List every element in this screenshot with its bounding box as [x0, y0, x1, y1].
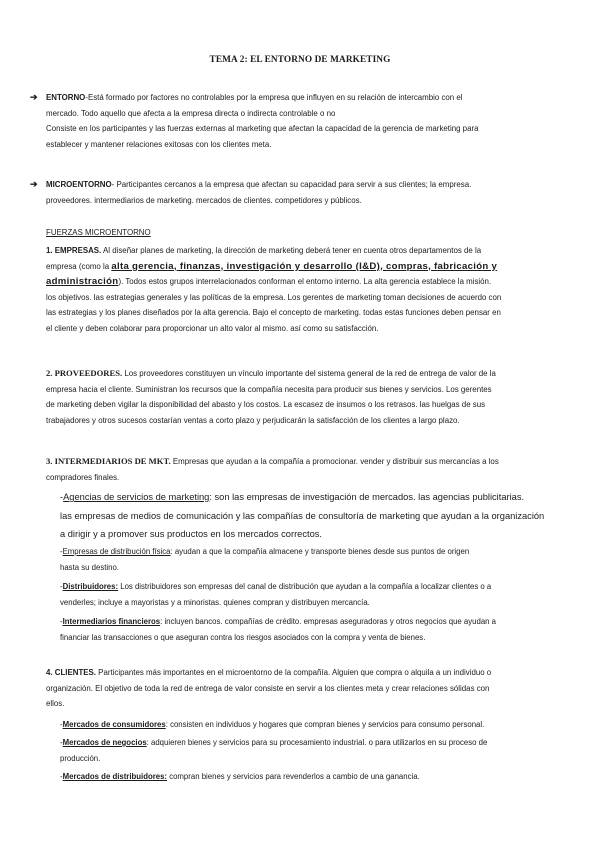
distribucion-fisica-text: hasta su destino.: [60, 562, 119, 572]
distribucion-fisica-text: : ayudan a que la compañía almacene y transporte bienes desde sus puntos de origen: [170, 547, 470, 556]
empresas-text: el cliente y deben colaborar para proporcionar un alto valor al mismo. así como su satisfacción.: [46, 323, 379, 333]
agencias-text: : son las empresas de investigación de mercados. las agencias publicitarias.: [209, 492, 525, 502]
mercados-consumidores-label: Mercados de consumidores: [62, 720, 166, 729]
proveedores-text: Los proveedores constituyen un vínculo importante del sistema general de la red de entrega de valor de la: [122, 369, 496, 378]
mercados-consumidores-text: : consisten en individuos y hogares que compran bienes y servicios para consumo personal.: [165, 720, 485, 729]
financieros-text: financiar las transacciones o que aseguran contra los riesgos asociados con la compra y venta de bienes.: [60, 632, 426, 642]
proveedores-section: [46, 366, 558, 428]
arrow-right-icon: ➔: [30, 179, 38, 189]
microentorno-text: - Participantes cercanos a la empresa que afectan su capacidad para servir a sus clientes; la empresa.: [111, 180, 472, 189]
mercados-distribuidores-text: compran bienes y servicios para revenderlos a cambio de una ganancia.: [167, 772, 420, 781]
empresas-section: [46, 243, 558, 337]
distribuidores-text: venderles; incluye a mayoristas y a minoristas. quienes compran y distribuyen mercancía.: [60, 597, 370, 607]
clientes-text: organización. El objetivo de toda la red de entrega de valor consiste en servir a los clientes meta y crear relaciones sólidas con: [46, 683, 490, 693]
mercados-consumidores-item: -Mercados de consumidores: consisten en individuos y hogares que compran bienes y servicios para consumo personal.: [60, 720, 485, 729]
fuerzas-heading: FUERZAS MICROENTORNO: [46, 228, 151, 237]
financieros-item: -Intermediarios financieros: incluyen bancos. compañías de crédito. empresas aseguradoras y otros negocios que ayudan a financiar las transacciones o que aseguran contra los riesgos asociados con la compra y venta de bienes.: [60, 614, 560, 645]
mercados-negocios-label: Mercados de negocios: [62, 738, 147, 747]
microentorno-text: proveedores. intermediarios de marketing. mercados de clientes. competidores y públicos.: [46, 195, 362, 205]
proveedores-text: de marketing deben vigilar la disponibilidad del abasto y los costos. La escasez de insumos o los retrasos. las huelgas de sus: [46, 400, 486, 410]
microentorno-section: [30, 177, 558, 208]
agencias-item: -Agencias de servicios de marketing: son las empresas de investigación de mercados. las agencias publicitarias. las empresas de medios de comunicación y las compañías de consultoría de marketing que ayudan a la organización a dirigir y a promover sus productos en los mercados correctos.: [60, 488, 560, 544]
proveedores-text: trabajadores y otros sucesos costarían ventas a corto plazo y perjudicarán la satisfacción de los clientes a largo plazo.: [46, 415, 460, 425]
empresas-label: 1. EMPRESAS.: [46, 246, 102, 255]
empresas-text: empresa (como la: [46, 261, 112, 271]
clientes-text: Participantes más importantes en el microentorno de la compañía. Alguien que compra o alquila a un individuo o: [95, 668, 492, 677]
empresas-text: los objetivos. las estrategias generales y las políticas de la empresa. Los gerentes de marketing toman decisiones de acuerdo con: [46, 292, 502, 302]
entorno-text: -Está formado por factores no controlables por la empresa que influyen en su relación de intercambio con el: [85, 93, 463, 102]
entorno-label: ENTORNO: [46, 93, 86, 102]
mercados-distribuidores-item: -Mercados de distribuidores: compran bienes y servicios para revenderlos a cambio de una ganancia.: [60, 772, 420, 781]
agencias-text: a dirigir y a promover sus productos en los mercados correctos.: [60, 529, 322, 539]
page-title: TEMA 2: EL ENTORNO DE MARKETING: [209, 55, 391, 65]
intermediarios-label: 3. INTERMEDIARIOS DE MKT.: [46, 456, 171, 466]
intermediarios-section: [46, 454, 558, 485]
intermediarios-text: compradores finales.: [46, 472, 120, 482]
intermediarios-text: Empresas que ayudan a la compañía a promocionar. vender y distribuir sus mercancías a los: [170, 457, 499, 466]
proveedores-label: 2. PROVEEDORES.: [46, 368, 123, 378]
agencias-label: Agencias de servicios de marketing: [63, 492, 210, 502]
mercados-negocios-item: -Mercados de negocios: adquieren bienes y servicios para su procesamiento industrial. o para utilizarlos en su proceso de producción.: [60, 735, 560, 766]
mercados-negocios-text: : adquieren bienes y servicios para su procesamiento industrial. o para utilizarlos en su proceso de: [146, 738, 488, 747]
entorno-text: establecer y mantener relaciones exitosas con los clientes meta.: [46, 139, 272, 149]
mercados-negocios-text: producción.: [60, 753, 101, 763]
proveedores-text: empresa hacia el cliente. Suministran los recursos que la compañía necesita para producir sus bienes y servicios. Los gerentes: [46, 384, 492, 394]
distribuidores-label: Distribuidores:: [62, 582, 119, 591]
arrow-right-icon: ➔: [30, 92, 38, 102]
distribucion-fisica-item: -Empresas de distribución física: ayudan a que la compañía almacene y transporte bienes desde sus puntos de origen hasta su destino.: [60, 544, 560, 575]
financieros-label: Intermediarios financieros: [62, 617, 161, 626]
clientes-text: ellos.: [46, 699, 65, 709]
section-heading: [46, 225, 558, 241]
entorno-text: Consiste en los participantes y las fuerzas externas al marketing que afectan la capacidad de la gerencia de marketing para: [46, 124, 479, 134]
distribuidores-text: Los distribuidores son empresas del canal de distribución que ayudan a la compañía a localizar clientes o a: [118, 582, 492, 591]
clientes-label: 4. CLIENTES.: [46, 668, 96, 677]
empresas-text: ). Todos estos grupos interrelacionados conforman el entorno interno. La alta gerencia establece la misión.: [118, 277, 492, 287]
empresas-highlight: administración: [46, 276, 119, 288]
empresas-highlight: alta gerencia, finanzas, investigación y desarrollo (I&D), compras, fabricación y: [111, 260, 498, 272]
empresas-text: las estrategias y los planes diseñados por la alta gerencia. Bajo el concepto de marketing. todas estas funciones deben pensar en: [46, 308, 501, 318]
clientes-section: [46, 665, 558, 712]
mercados-distribuidores-label: Mercados de distribuidores:: [62, 772, 168, 781]
entorno-text: mercado. Todo aquello que afecta a la empresa directa o indirecta controlable o no: [46, 108, 336, 118]
entorno-section: [30, 90, 558, 152]
empresas-text: Al diseñar planes de marketing, la dirección de marketing deberá tener en cuenta otros departamentos de la: [101, 246, 482, 255]
agencias-text: las empresas de medios de comunicación y las compañías de consultoría de marketing que ayudan a la organización: [60, 510, 545, 521]
distribucion-fisica-label: Empresas de distribución física: [62, 547, 171, 556]
financieros-text: : incluyen bancos. compañías de crédito. empresas aseguradoras y otros negocios que ayudan a: [160, 617, 497, 626]
microentorno-label: MICROENTORNO: [46, 180, 112, 189]
distribuidores-item: -Distribuidores: Los distribuidores son empresas del canal de distribución que ayudan a la compañía a localizar clientes o a venderles; incluye a mayoristas y a minoristas. quienes compran y distribuyen mercancía.: [60, 579, 560, 610]
